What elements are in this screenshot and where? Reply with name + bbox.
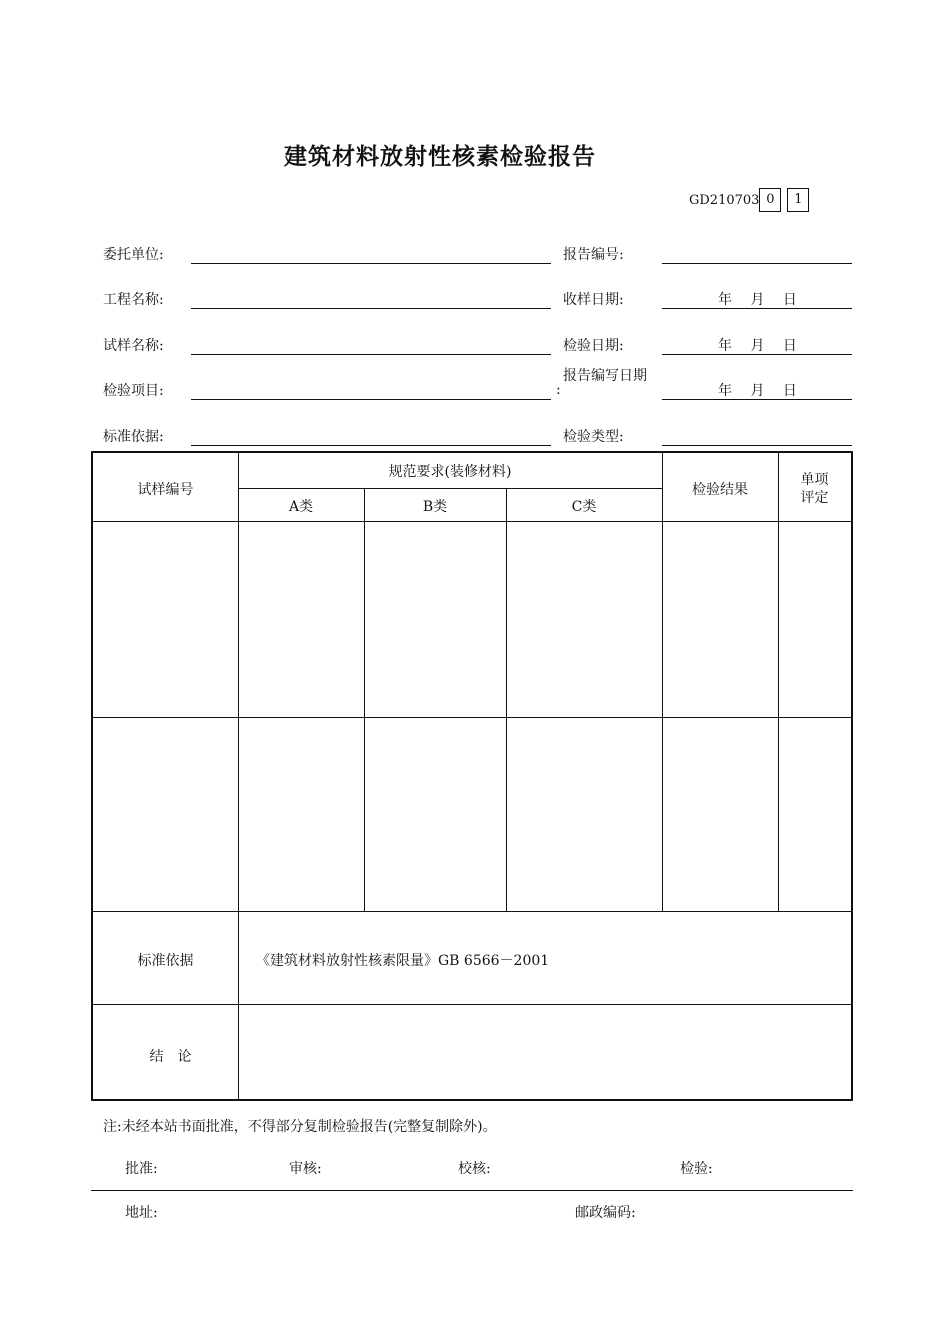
form-code-box-1: 0 xyxy=(759,188,781,212)
review-label: 审核: xyxy=(289,1161,322,1177)
col-divider-3 xyxy=(506,488,507,911)
header-single-eval-line1: 单项 xyxy=(800,472,829,488)
test-item-label: 检验项目: xyxy=(103,383,164,399)
report-no-field[interactable] xyxy=(662,263,852,264)
report-title: 建筑材料放射性核素检验报告 xyxy=(284,144,596,170)
form-code-box-2: 1 xyxy=(787,188,809,212)
receive-date-field[interactable] xyxy=(662,308,852,309)
footer-divider xyxy=(91,1190,853,1191)
form-code xyxy=(689,188,809,212)
sample-field[interactable] xyxy=(191,354,551,355)
test-date-value: 年 月 日 xyxy=(718,338,797,354)
header-result: 检验结果 xyxy=(692,482,748,498)
header-class-b: B类 xyxy=(422,499,448,515)
client-field[interactable] xyxy=(191,263,551,264)
header-spec-group: 规范要求(装修材料) xyxy=(388,464,512,480)
col-divider-1 xyxy=(238,453,239,1099)
header-sample-no: 试样编号 xyxy=(137,482,194,498)
results-table xyxy=(91,451,853,1101)
test-date-label: 检验日期: xyxy=(563,338,624,354)
postcode-label: 邮政编码: xyxy=(575,1205,636,1221)
sample-label: 试样名称: xyxy=(103,338,164,354)
inspect-label: 检验: xyxy=(680,1161,713,1177)
receive-date-label: 收样日期: xyxy=(563,292,624,308)
spec-subheader-line xyxy=(238,488,662,489)
col-divider-2 xyxy=(364,488,365,911)
header-bottom-line xyxy=(93,521,851,522)
test-type-label: 检验类型: xyxy=(563,429,624,445)
conclusion-label: 结 论 xyxy=(149,1049,192,1065)
row-divider-2 xyxy=(93,911,851,912)
test-type-field[interactable] xyxy=(662,445,852,446)
standard-row-label: 标准依据 xyxy=(137,953,194,969)
receive-date-value: 年 月 日 xyxy=(718,292,797,308)
client-label: 委托单位: xyxy=(103,247,164,263)
address-label: 地址: xyxy=(125,1205,158,1221)
form-code-prefix: GD210703 xyxy=(689,192,760,208)
header-single-eval-line2: 评定 xyxy=(800,490,829,506)
standard-row-value: 《建筑材料放射性核素限量》GB 6566－2001 xyxy=(256,953,550,969)
test-item-field[interactable] xyxy=(191,399,551,400)
report-write-date-label: 报告编写日期 xyxy=(563,368,647,384)
copy-note: 注:未经本站书面批准，不得部分复制检验报告(完整复制除外)。 xyxy=(103,1119,497,1135)
project-field[interactable] xyxy=(191,308,551,309)
standard-field[interactable] xyxy=(191,445,551,446)
report-write-date-field[interactable] xyxy=(662,399,852,400)
project-label: 工程名称: xyxy=(103,292,164,308)
header-class-a: A类 xyxy=(288,499,314,515)
standard-label: 标准依据: xyxy=(103,429,164,445)
row-divider-1 xyxy=(93,717,851,718)
report-no-label: 报告编号: xyxy=(563,247,624,263)
report-write-date-value: 年 月 日 xyxy=(718,383,797,399)
approve-label: 批准: xyxy=(125,1161,158,1177)
row-divider-3 xyxy=(93,1004,851,1005)
test-date-field[interactable] xyxy=(662,354,852,355)
report-write-date-colon: : xyxy=(556,382,561,398)
check-label: 校核: xyxy=(458,1161,491,1177)
header-class-c: C类 xyxy=(571,499,597,515)
